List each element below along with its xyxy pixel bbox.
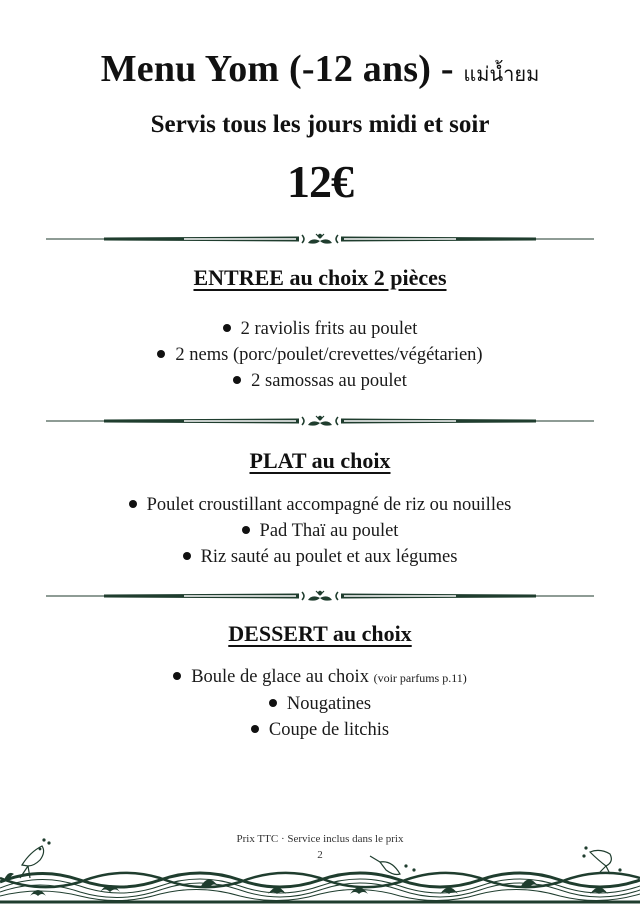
list-item: 2 raviolis frits au poulet	[0, 316, 640, 342]
list-item: Pad Thaï au poulet	[0, 518, 640, 544]
list-item: 2 nems (porc/poulet/crevettes/végétarien)	[0, 342, 640, 368]
bullet-icon	[269, 699, 277, 707]
bullet-icon	[242, 526, 250, 534]
bullet-icon	[173, 672, 181, 680]
list-item: Nougatines	[0, 691, 640, 717]
ornamental-divider-icon	[44, 413, 596, 429]
entree-list	[0, 316, 640, 394]
bullet-icon	[157, 350, 165, 358]
list-item: Boule de glace au choix (voir parfums p.11)	[0, 664, 640, 691]
list-item: Coupe de litchis	[0, 717, 640, 743]
ornamental-divider-icon	[44, 588, 596, 604]
list-item: Poulet croustillant accompagné de riz ou nouilles	[0, 492, 640, 518]
menu-price: 12€	[287, 156, 353, 207]
bullet-icon	[233, 376, 241, 384]
menu-title-text: Menu Yom (-12 ans) -	[100, 48, 464, 90]
section-title-dessert: DESSERT au choix	[228, 621, 412, 646]
page-number: 2	[317, 849, 323, 861]
footer-note: Prix TTC · Service inclus dans le prix	[236, 833, 404, 845]
item-note: (voir parfums p.11)	[373, 671, 467, 685]
list-item: 2 samossas au poulet	[0, 368, 640, 394]
menu-title-thai: แม่น้ำยม	[463, 64, 540, 86]
list-item: Riz sauté au poulet et aux légumes	[0, 544, 640, 570]
ornamental-divider-icon	[44, 231, 596, 247]
bullet-icon	[223, 324, 231, 332]
plat-list	[0, 492, 640, 570]
menu-title	[0, 44, 640, 100]
menu-subtitle: Servis tous les jours midi et soir	[150, 111, 490, 138]
bullet-icon	[129, 500, 137, 508]
section-title-entree: ENTREE au choix 2 pièces	[193, 265, 447, 290]
bullet-icon	[183, 552, 191, 560]
section-title-plat: PLAT au choix	[249, 448, 391, 473]
dessert-list	[0, 664, 640, 743]
bullet-icon	[251, 725, 259, 733]
